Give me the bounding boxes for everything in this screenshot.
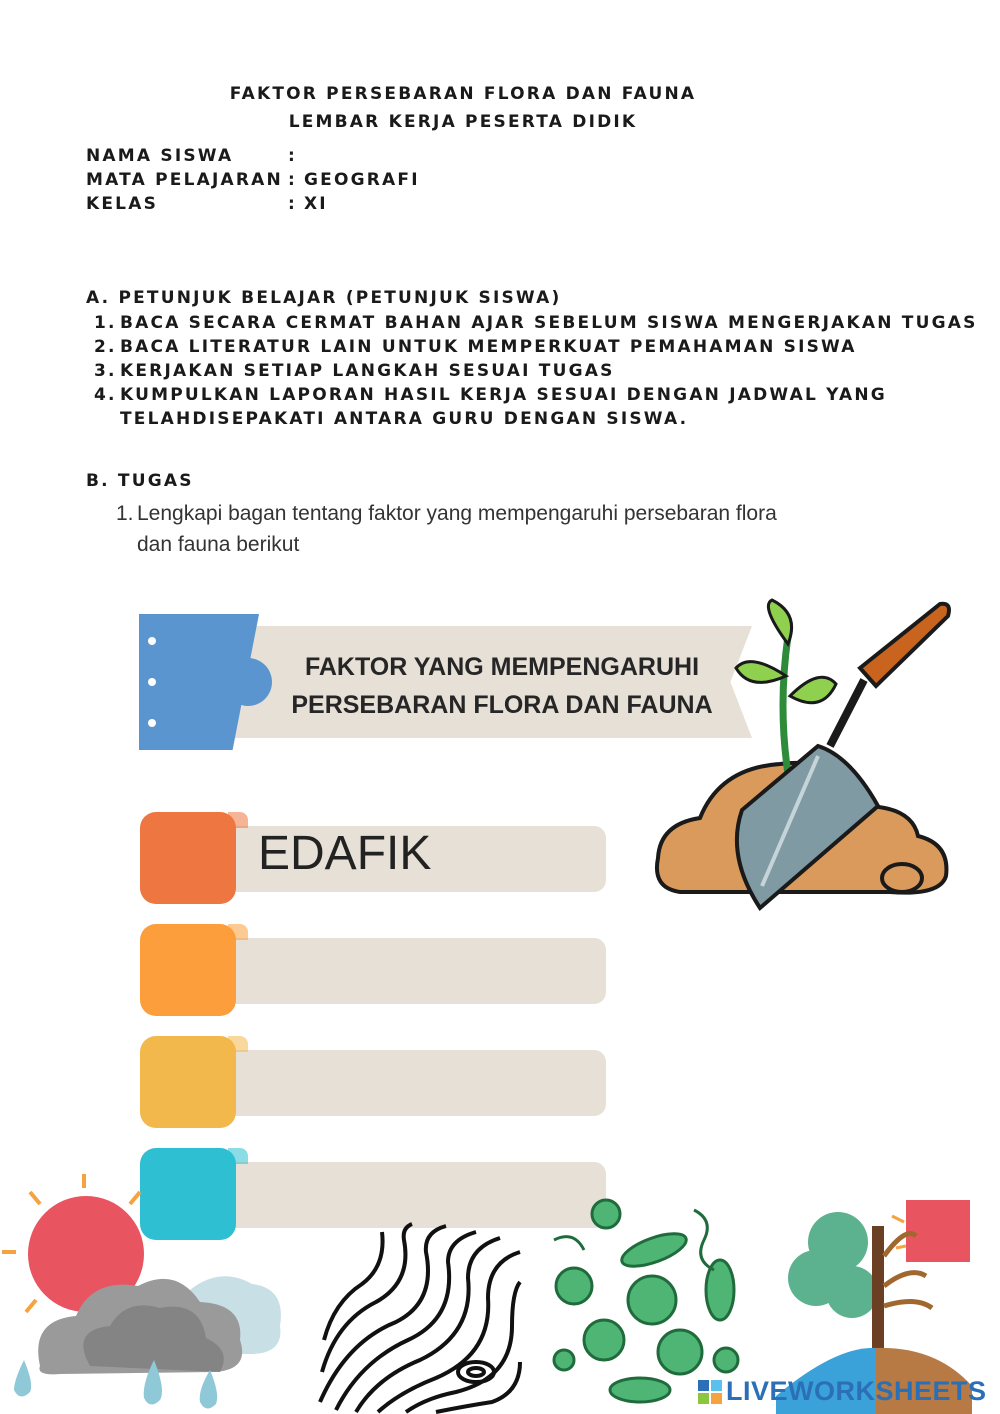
section-b-heading: B. TUGAS bbox=[86, 471, 194, 491]
row-tab-fold bbox=[228, 1036, 248, 1052]
sun-icon bbox=[892, 1200, 970, 1262]
row-color-tab bbox=[140, 812, 236, 904]
binder-hole bbox=[148, 678, 156, 686]
instruction-item: 2. BACA LITERATUR LAIN UNTUK MEMPERKUAT PEMAHAMAN SISWA bbox=[94, 337, 857, 357]
row-tab-fold bbox=[228, 924, 248, 940]
task-number: 1. bbox=[116, 502, 134, 525]
binder-hole bbox=[148, 637, 156, 645]
info-row-subject bbox=[86, 170, 420, 190]
instruction-item: 3. KERJAKAN SETIAP LANGKAH SESUAI TUGAS bbox=[94, 361, 615, 381]
info-label: KELAS bbox=[86, 194, 159, 214]
liveworksheets-watermark[interactable]: LIVEWORKSHEETS bbox=[726, 1376, 987, 1406]
info-row-name bbox=[86, 146, 304, 166]
info-label: MATA PELAJARAN bbox=[86, 170, 283, 190]
info-row-class bbox=[86, 194, 328, 214]
worksheet-subtitle: LEMBAR KERJA PESERTA DIDIK bbox=[288, 112, 638, 132]
banner-line-1: FAKTOR YANG MEMPENGARUHI bbox=[304, 653, 700, 681]
section-a-heading: A. PETUNJUK BELAJAR (PETUNJUK SISWA) bbox=[86, 288, 562, 308]
info-colon: : bbox=[288, 194, 297, 214]
info-value-class: XI bbox=[304, 194, 328, 214]
contour-map-icon bbox=[316, 1222, 524, 1414]
task-text-line2: dan fauna berikut bbox=[137, 533, 300, 556]
row-color-tab bbox=[140, 1036, 236, 1128]
worksheet-title: FAKTOR PERSEBARAN FLORA DAN FAUNA bbox=[229, 84, 697, 104]
answer-field-1[interactable]: EDAFIK bbox=[258, 827, 432, 880]
banner-line-2: PERSEBARAN FLORA DAN FAUNA bbox=[291, 691, 713, 719]
instruction-item: 1. BACA SECARA CERMAT BAHAN AJAR SEBELUM SISWA MENGERJAKAN TUGAS bbox=[94, 313, 978, 333]
row-color-tab bbox=[140, 924, 236, 1016]
info-value-subject: GEOGRAFI bbox=[304, 170, 420, 190]
row-tab-fold bbox=[228, 812, 248, 828]
info-colon: : bbox=[288, 170, 297, 190]
info-label: NAMA SISWA bbox=[86, 146, 234, 166]
plant-trowel-illustration bbox=[650, 596, 960, 916]
answer-bar bbox=[218, 1050, 606, 1116]
binder-hole bbox=[148, 719, 156, 727]
row-tab-fold bbox=[228, 1148, 248, 1164]
sun-rain-cloud-illustration bbox=[0, 1170, 300, 1414]
info-colon: : bbox=[288, 146, 297, 166]
instruction-item: 4. KUMPULKAN LAPORAN HASIL KERJA SESUAI DENGAN JADWAL YANG bbox=[94, 385, 887, 405]
liveworksheets-logo-icon bbox=[698, 1380, 722, 1404]
answer-bar bbox=[218, 938, 606, 1004]
instruction-item-continuation: TELAHDISEPAKATI ANTARA GURU DENGAN SISWA. bbox=[120, 409, 689, 429]
task-text-line1: Lengkapi bagan tentang faktor yang mempengaruhi persebaran flora bbox=[137, 502, 777, 525]
